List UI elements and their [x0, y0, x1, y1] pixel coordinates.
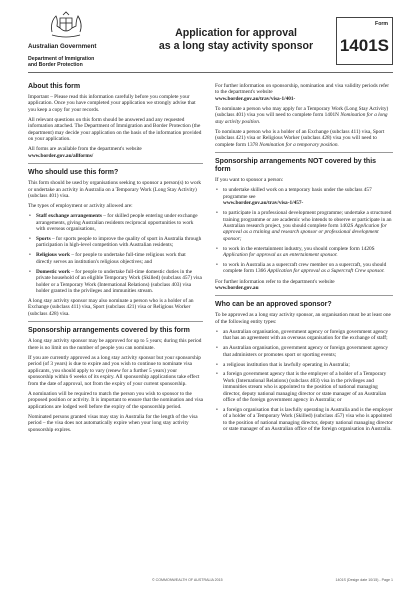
list-item: • Religious work – for people to undertake full-time religious work that directly serves an institution's religious objectives; and [28, 252, 203, 265]
list-item: • an Australian organisation, government agency or foreign government agency that has an agreement with an overseas organisation for the exchange of staff; [215, 329, 393, 342]
who-paragraph-2: The types of employment or activity allowed are: [28, 203, 133, 210]
section-divider [28, 321, 203, 322]
form-number-box [336, 17, 393, 65]
list-item: • a foreign organisation that is lawfully operating in Australia and is the employer of a holder of a Temporary Work (Skilled) (subclass 457) visa who is appointed to the position of national managing director, deputy national managing director or state manager of an Australian office of the foreign organisation in Australia. [215, 407, 393, 433]
not-covered-intro: If you want to sponsor a person: [215, 177, 284, 184]
list-item: • to work in the entertainment industry, you should complete form 1420S Application for approval as an entertainment sponsor. [215, 246, 393, 259]
form-title: Application for approval as a long stay activity sponsor [158, 27, 314, 52]
info-paragraph-1: For further information on sponsorship, nomination and visa validity periods refer to the department's website www.border.gov.au/trav/visa-1/401- [215, 83, 390, 102]
list-item: • a foreign government agency that is the employer of a holder of a Temporary Work (International Relations) (subclass 403) visa in the privileges and immunities stream who is appointed to the position of national managing director, deputy national managing director or state manager of an Australian office of the foreign government agency in Australia; or [215, 371, 393, 403]
copyright-notice: © COMMONWEALTH OF AUSTRALIA 2015 [152, 578, 223, 582]
activity-types-list [28, 213, 203, 294]
page-number: 1401S (Design date 10/15) - Page 1 [335, 578, 393, 582]
covered-paragraph-1: A long stay activity sponsor may be approved for up to 5 years; during this period there is no limit on the number of people you can nominate. [28, 338, 202, 351]
form-number: 1401S [339, 36, 389, 55]
right-column [215, 83, 393, 436]
covered-paragraph-2: If you are currently approved as a long stay activity sponsor but your sponsorship period (of 3 years) is due to expire and you wish to continue to nominate visa applicants, you should apply to vary (renew for a further 5 years) your sponsorship within 6 weeks of its expiry. All sponsorship applications take effect from the date of approval, not from the expiry of your current sponsorship. [28, 354, 201, 387]
who-paragraph-3: A long stay activity sponsor may also nominate a person who is a holder of an Exchange (subclass 411) visa, Sport (subclass 421) visa or Religious Worker (subclass 428) visa. [28, 298, 194, 317]
covered-paragraph-3: A nomination will be required to match the person you wish to sponsor to the proposed position or activity. It is important to ensure that the nomination and visa applications are lodged well before the expiry of the sponsorship period. [28, 390, 204, 410]
who-paragraph-1: This form should be used by organisations seeking to sponsor a person(s) to work or undertake an activity in Australia on a Temporary Work (Long Stay Activity) (subclass 401) visa. [28, 180, 202, 200]
section-divider [28, 163, 203, 164]
list-item: • Domestic work – for people to undertake full-time domestic duties in the private household of an eligible Temporary Work (Skilled) (subclass 457) visa holder or a Temporary Work (International Relations) (subclass 403) visa holder granted in the privileges and immunities stream. [28, 269, 203, 295]
department-name: Department of Immigration and Border Protection [28, 56, 95, 69]
visa-401-link[interactable]: www.border.gov.au/trav/visa-1/401- [215, 95, 296, 102]
section-divider [215, 295, 393, 296]
form-label: Form [375, 21, 388, 27]
about-heading: About this form [28, 83, 81, 90]
coat-of-arms-icon [46, 10, 86, 40]
about-paragraph-1: Important – Please read this information carefully before you complete your application. Once you have completed your application we strongly advise that you keep a copy for your records. [28, 94, 196, 113]
who-heading: Who should use this form? [28, 169, 119, 177]
visa-457-link[interactable]: www.border.gov.au/trav/visa-1/457- [223, 200, 304, 207]
list-item: • to participate in a professional development programme; undertake a structured training programme or are academic who intends to observe or participate in an Australian research project, you should complete form 1402S Application for approval as a training and research sponsor or professional development sponsor; [215, 210, 393, 242]
about-paragraph-2: All relevant questions on this form should be answered and any requested information attached. The Department of Immigration and Border Protection (the department) may decide your application on the basis of the information provided on your application. [28, 116, 202, 143]
list-item: • to work in Australia as a supercraft crew member on a supercraft, you should complete form 1366 Application for approval as a Supercraft Crew sponsor. [215, 262, 393, 275]
not-covered-heading: Sponsorship arrangements NOT covered by this form [215, 158, 377, 174]
allforms-link[interactable]: www.border.gov.au/allforms/ [28, 152, 94, 159]
approved-sponsor-heading: Who can be an approved sponsor? [215, 301, 332, 309]
section-divider [215, 152, 393, 153]
list-item: • a religious institution that is lawfully operating in Australia; [215, 362, 393, 368]
covered-paragraph-4: Nominated persons granted visas may stay in Australia for the length of the visa period – the visa does not automatically expire when your long stay activity sponsorship expires. [28, 413, 198, 433]
list-item: • Staff exchange arrangements – for skilled people entering under exchange arrangements, giving Australian residents reciprocal opportunities to work with overseas organisations, [28, 213, 203, 232]
info-paragraph-2: To nominate a person who may apply for a Temporary Work (Long Stay Activity) (subclass 401) visa you will need to complete form 1401N Nomination for a long stay activity position. [215, 105, 389, 125]
list-item: • Sports – for sports people to improve the quality of sport in Australia through participation in high-level competition with Australian residents; [28, 236, 203, 249]
covered-heading: Sponsorship arrangements covered by this form [28, 327, 190, 335]
header-divider [28, 72, 393, 73]
not-covered-list [215, 187, 393, 275]
government-name: Australian Government [28, 43, 97, 50]
about-paragraph-3: All forms are available from the department's website www.border.gov.au/allforms/ [28, 146, 142, 159]
left-column [28, 83, 203, 437]
info-paragraph-4: For further information refer to the department's website www.border.gov.au [215, 278, 335, 291]
entity-types-list [215, 329, 393, 433]
border-website-link[interactable]: www.border.gov.au [215, 284, 259, 291]
list-item: • to undertake skilled work on a temporary basis under the subclass 457 programme see www.border.gov.au/trav/visa-1/457- [215, 187, 393, 206]
approved-sponsor-intro: To be approved as a long stay activity sponsor, an organisation must be at least one of the following entity types: [215, 312, 391, 325]
info-paragraph-3: To nominate a person who is a holder of an Exchange (subclass 411) visa, Sport (subclass 421) visa or Religious Worker (subclass 428) visa you will need to complete form 1378 Nomination for a temporary position. [215, 128, 385, 148]
list-item: • an Australian organisation, government agency or foreign government agency that administers or promotes sport or sporting events; [215, 345, 393, 358]
